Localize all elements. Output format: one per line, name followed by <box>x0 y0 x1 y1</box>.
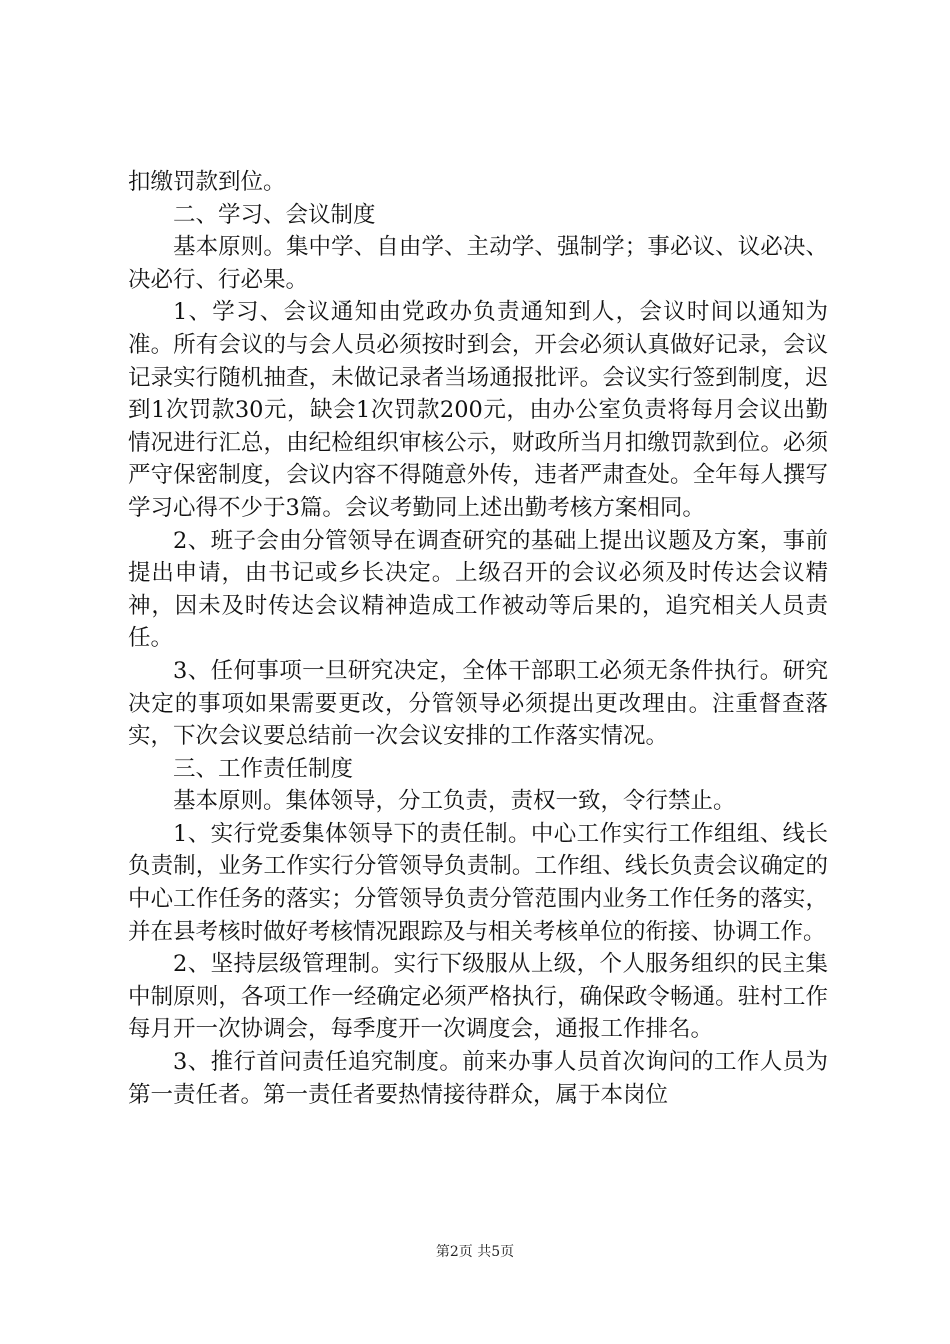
paragraph: 3、推行首问责任追究制度。前来办事人员首次询问的工作人员为第一责任者。第一责任者要热情接待群众，属于本岗位 <box>128 1049 828 1108</box>
paragraph: 3、任何事项一旦研究决定，全体干部职工必须无条件执行。研究决定的事项如果需要更改，分管领导必须提出更改理由。注重督查落实，下次会议要总结前一次会议安排的工作落实情况。 <box>128 657 828 750</box>
page-number-footer: 第2页 共5页 <box>435 1244 515 1260</box>
paragraph: 1、学习、会议通知由党政办负责通知到人，会议时间以通知为准。所有会议的与会人员必须按时到会，开会必须认真做好记录，会议记录实行随机抽查，未做记录者当场通报批评。会议实行签到制度，迟到1次罚款30元，缺会1次罚款200元，由办公室负责将每月会议出勤情况进行汇总，由纪检组织审核公示，财政所当月扣缴罚款到位。必须严守保密制度，会议内容不得随意外传，违者严肃查处。全年每人撰写学习心得不少于3篇。会议考勤同上述出勤考核方案相同。 <box>128 299 828 521</box>
section-heading-work-responsibility: 三、工作责任制度 <box>173 755 354 782</box>
paragraph: 基本原则。集中学、自由学、主动学、强制学；事必议、议必决、决必行、行必果。 <box>128 234 828 293</box>
paragraph: 扣缴罚款到位。 <box>128 169 286 195</box>
document-body <box>128 166 828 1111</box>
paragraph: 基本原则。集体领导，分工负责，责权一致，令行禁止。 <box>173 788 736 815</box>
paragraph: 1、实行党委集体领导下的责任制。中心工作实行工作组组、线长负责制，业务工作实行分管领导负责制。工作组、线长负责会议确定的中心工作任务的落实；分管领导负责分管范围内业务工作任务的落实，并在县考核时做好考核情况跟踪及与相关考核单位的衔接、协调工作。 <box>128 820 828 945</box>
paragraph: 2、坚持层级管理制。实行下级服从上级，个人服务组织的民主集中制原则，各项工作一经确定必须严格执行，确保政令畅通。驻村工作每月开一次协调会，每季度开一次调度会，通报工作排名。 <box>128 951 828 1043</box>
paragraph: 2、班子会由分管领导在调查研究的基础上提出议题及方案，事前提出申请，由书记或乡长决定。上级召开的会议必须及时传达会议精神，因未及时传达会议精神造成工作被动等后果的，追究相关人员责任。 <box>128 527 828 652</box>
section-heading-study-meeting: 二、学习、会议制度 <box>173 201 376 228</box>
